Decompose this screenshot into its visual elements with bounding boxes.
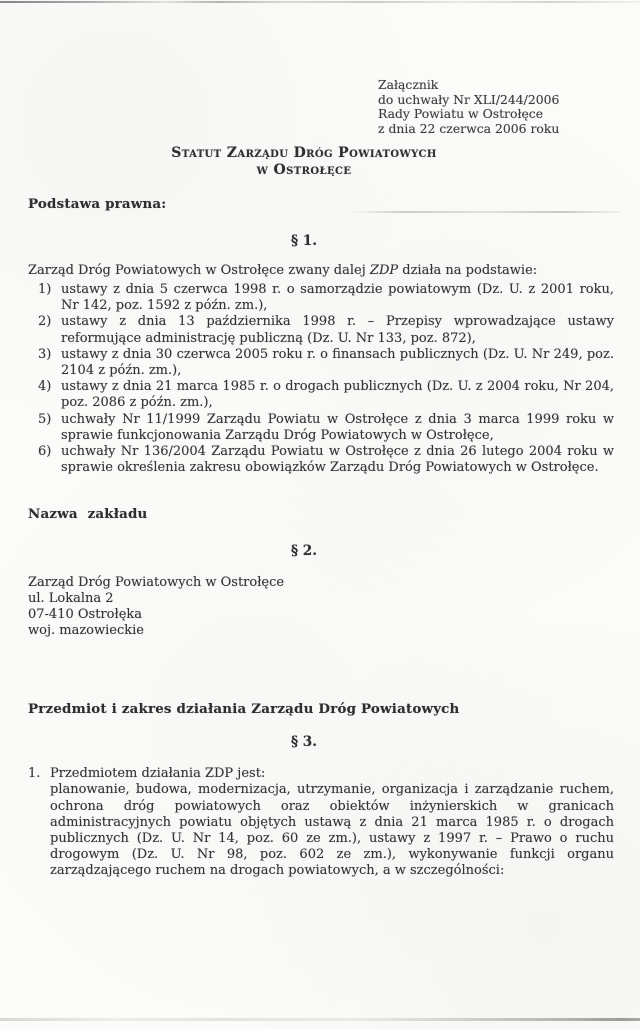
document-title-line1: Statut Zarządu Dróg Powiatowych (171, 145, 437, 162)
legal-basis-list (38, 282, 614, 476)
list-item (38, 282, 614, 314)
address-line-name: Zarząd Dróg Powiatowych w Ostrołęce (28, 574, 285, 590)
section1-intro-post: działa na podstawie: (398, 262, 538, 278)
list-item (38, 379, 614, 411)
list-item (38, 412, 614, 444)
list-item (38, 314, 614, 346)
address-line-city: 07-410 Ostrołęka (28, 606, 143, 622)
section1-paragraph-mark: § 1. (290, 232, 318, 249)
address-block (28, 575, 614, 639)
section2-heading: Nazwa zakładu (28, 506, 148, 523)
list-item-number: 6) (38, 444, 52, 460)
section1-intro-abbreviation: ZDP (369, 262, 399, 278)
list-item-number: 1) (38, 281, 52, 297)
address-line-voivodeship: woj. mazowieckie (28, 622, 144, 638)
list-item (38, 444, 614, 476)
section3-item (28, 766, 614, 879)
document-title (28, 145, 580, 179)
list-item-text: ustawy z dnia 13 października 1998 r. – Przepisy wprowadzające ustawy reformujące administrację publiczną (Dz. U. Nr 133, poz. 872), (61, 314, 614, 346)
list-item-text: ustawy z dnia 5 czerwca 1998 r. o samorządzie powiatowym (Dz. U. z 2001 roku, Nr 142, poz. 1592 z późn. zm.), (61, 281, 614, 314)
section1-heading: Podstawa prawna: (28, 196, 167, 213)
scan-artifact-faint-line (350, 211, 620, 213)
list-item-number: 4) (38, 379, 52, 395)
list-item-text: uchwały Nr 136/2004 Zarządu Powiatu w Ostrołęce z dnia 26 lutego 2004 roku w sprawie określenia zakresu obowiązków Zarządu Dróg Powiatowych w Ostrołęce. (61, 444, 614, 476)
list-item-text: ustawy z dnia 21 marca 1985 r. o drogach publicznych (Dz. U. z 2004 roku, Nr 204, poz. 2086 z późn. zm.), (61, 379, 614, 411)
address-line-street: ul. Lokalna 2 (28, 590, 114, 606)
annex-line: z dnia 22 czerwca 2006 roku (378, 120, 560, 136)
section1-intro-pre: Zarząd Dróg Powiatowych w Ostrołęce zwany dalej (28, 262, 370, 278)
section3-item-body (50, 766, 614, 879)
list-item-number: 3) (38, 346, 52, 362)
annex-line: do uchwały Nr XLI/244/2006 (378, 91, 560, 107)
section3-paragraph-mark: § 3. (290, 734, 318, 751)
spacer (28, 476, 614, 506)
section3-item-paragraph: planowanie, budowa, modernizacja, utrzymanie, organizacja i zarządzanie ruchem, ochrona dróg powiatowych oraz obiektów inżynierskich w granicach administracyjnych powiatu objętych ustawą z dnia 21 marca 1985 r. o drogach publicznych (Dz. U. Nr 14, poz. 60 ze zm.), ustawy z 1997 r. – Prawo o ruchu drogowym (Dz. U. Nr 98, poz. 602 ze zm.), wykonywanie funkcji organu zarządzającego ruchem na drogach powiatowych, a w szczególności: (50, 782, 614, 879)
document-title-line2: w Ostrołęce (256, 162, 352, 179)
list-item-number: 5) (38, 411, 52, 427)
section1-intro (28, 263, 614, 279)
section3-item-number: 1. (28, 766, 41, 782)
annex-line: Załącznik (378, 77, 439, 92)
list-item-text: uchwały Nr 11/1999 Zarządu Powiatu w Ostrołęce z dnia 3 marca 1999 roku w sprawie funkcjonowania Zarządu Dróg Powiatowych w Ostrołęce, (61, 411, 614, 443)
section2-paragraph-mark: § 2. (290, 542, 318, 559)
annex-reference-block (378, 78, 614, 136)
list-item-text: ustawy z dnia 30 czerwca 2005 roku r. o finansach publicznych (Dz. U. Nr 249, poz. 2104 z późn. zm.), (61, 346, 614, 378)
list-item-number: 2) (38, 314, 52, 330)
scan-artifact-top-edge (0, 1, 640, 3)
section3-heading: Przedmiot i zakres działania Zarządu Dróg Powiatowych (28, 700, 460, 717)
annex-line: Rady Powiatu w Ostrołęce (378, 106, 544, 122)
spacer (28, 639, 614, 701)
scan-artifact-bottom-edge (0, 1018, 640, 1021)
list-item (38, 347, 614, 379)
section3-item-intro: Przedmiotem działania ZDP jest: (50, 766, 266, 782)
